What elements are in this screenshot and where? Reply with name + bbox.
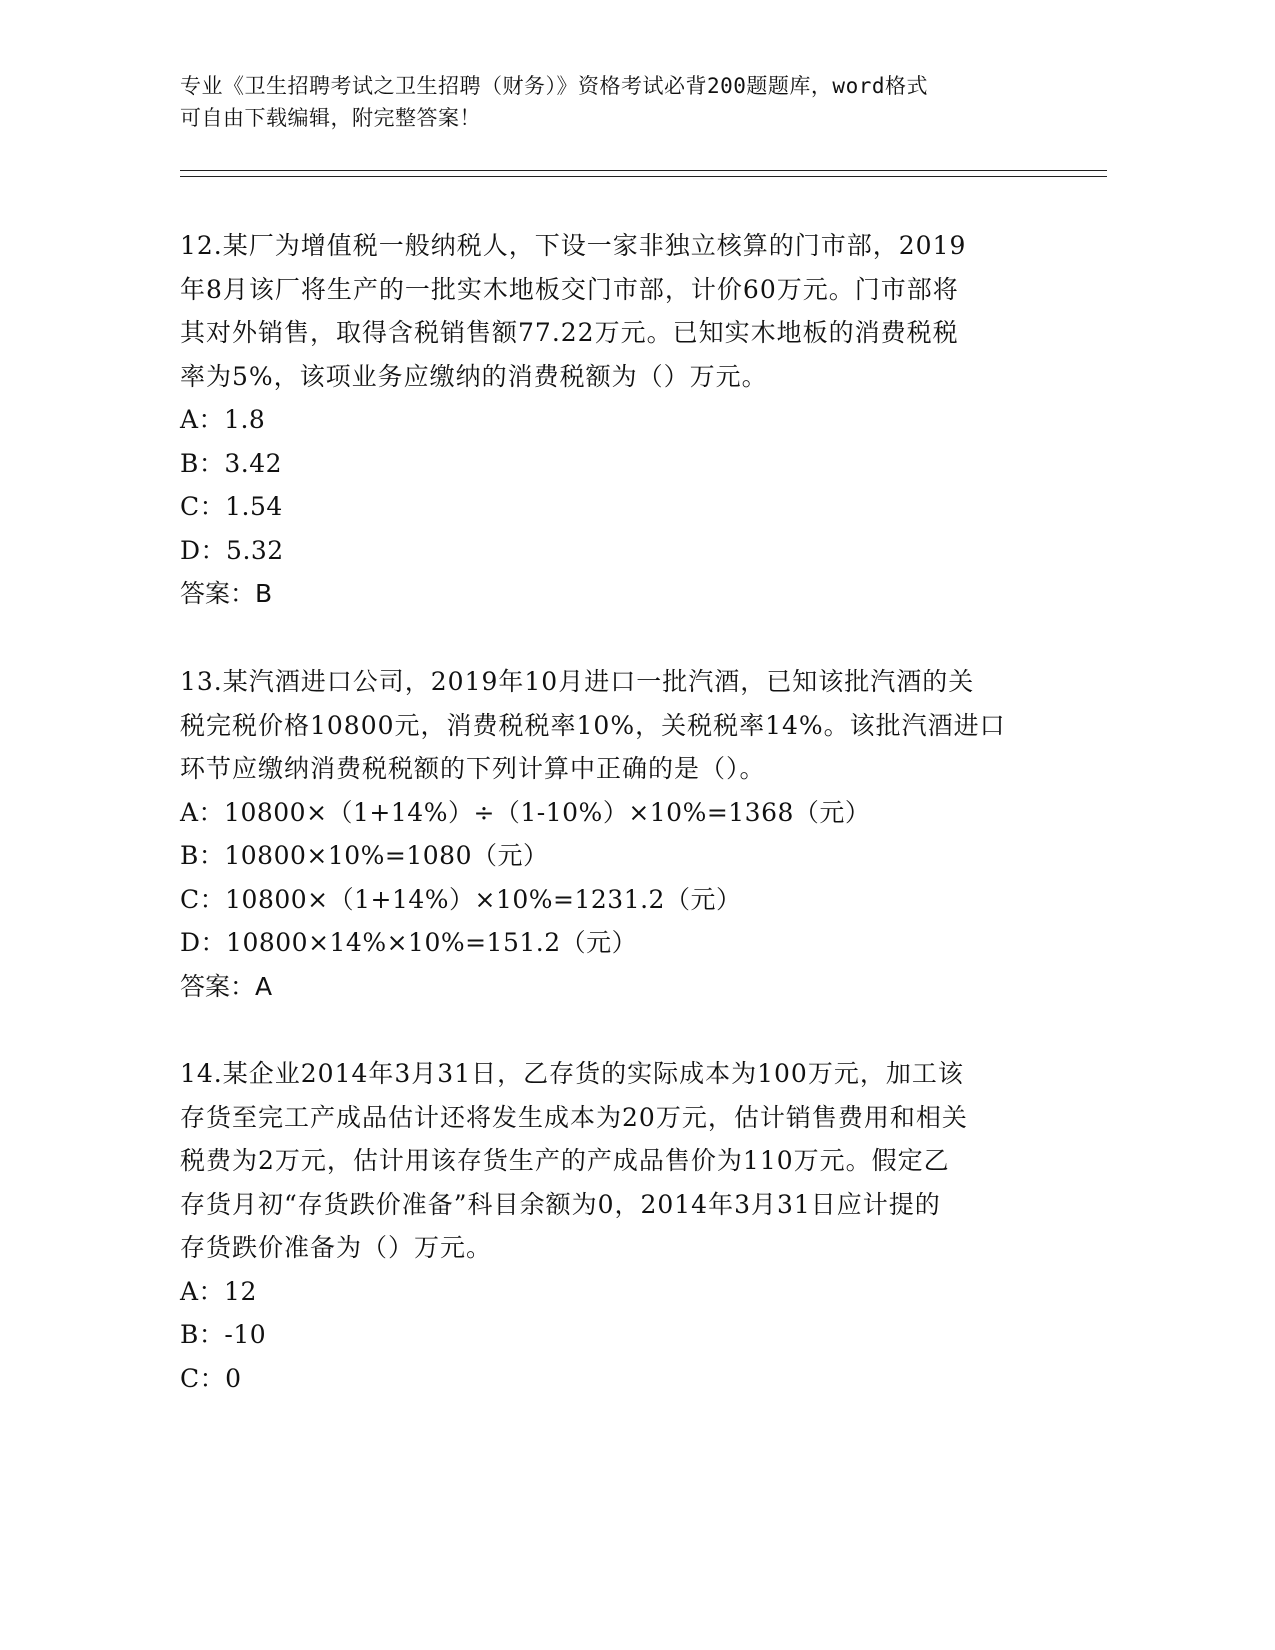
document-header xyxy=(180,70,1040,134)
option-d: D：5.32 xyxy=(180,535,284,565)
answer: 答案：B xyxy=(180,579,273,608)
option-b: B：3.42 xyxy=(180,448,283,478)
question-text-line: 13.某汽酒进口公司，2019年10月进口一批汽酒，已知该批汽酒的关 xyxy=(180,667,975,696)
question-text-line: 税费为2万元，估计用该存货生产的产成品售价为110万元。假定乙 xyxy=(180,1146,950,1175)
option-b: B：10800×10%=1080（元） xyxy=(180,841,549,870)
header-line-1: 专业《卫生招聘考试之卫生招聘（财务）》资格考试必背200题题库，word格式 xyxy=(180,74,928,98)
question-text-line: 存货至完工产成品估计还将发生成本为20万元，估计销售费用和相关 xyxy=(180,1102,968,1132)
option-c: C：0 xyxy=(180,1363,242,1393)
question-text-line: 税完税价格10800元，消费税税率10%，关税税率14%。该批汽酒进口 xyxy=(180,710,1006,740)
option-a: A：10800×（1+14%）÷（1-10%）×10%=1368（元） xyxy=(180,797,871,827)
question-12 xyxy=(180,224,1050,616)
question-text-line: 其对外销售，取得含税销售额77.22万元。已知实木地板的消费税税 xyxy=(180,318,959,347)
question-text-line: 14.某企业2014年3月31日，乙存货的实际成本为100万元，加工该 xyxy=(180,1059,964,1088)
question-text-line: 存货跌价准备为（）万元。 xyxy=(180,1233,493,1262)
question-text-line: 年8月该厂将生产的一批实木地板交门市部，计价60万元。门市部将 xyxy=(180,274,959,304)
question-text-line: 率为5%，该项业务应缴纳的消费税额为（）万元。 xyxy=(180,361,768,391)
header-divider-bottom xyxy=(180,176,1107,177)
option-c: C：10800×（1+14%）×10%=1231.2（元） xyxy=(180,884,742,914)
question-text-line: 存货月初“存货跌价准备”科目余额为0，2014年3月31日应计提的 xyxy=(180,1189,941,1219)
option-a: A：1.8 xyxy=(180,405,266,434)
header-divider-top xyxy=(180,170,1107,171)
header-line-2: 可自由下载编辑，附完整答案！ xyxy=(180,106,481,130)
option-c: C：1.54 xyxy=(180,492,283,521)
answer: 答案：A xyxy=(180,971,273,1001)
question-text-line: 环节应缴纳消费税税额的下列计算中正确的是（）。 xyxy=(180,754,766,783)
question-14 xyxy=(180,1052,1050,1400)
option-d: D：10800×14%×10%=151.2（元） xyxy=(180,928,638,957)
question-13 xyxy=(180,660,1050,1008)
question-text-line: 12.某厂为增值税一般纳税人，下设一家非独立核算的门市部，2019 xyxy=(180,231,967,260)
option-b: B：-10 xyxy=(180,1320,267,1349)
option-a: A：12 xyxy=(180,1276,257,1306)
